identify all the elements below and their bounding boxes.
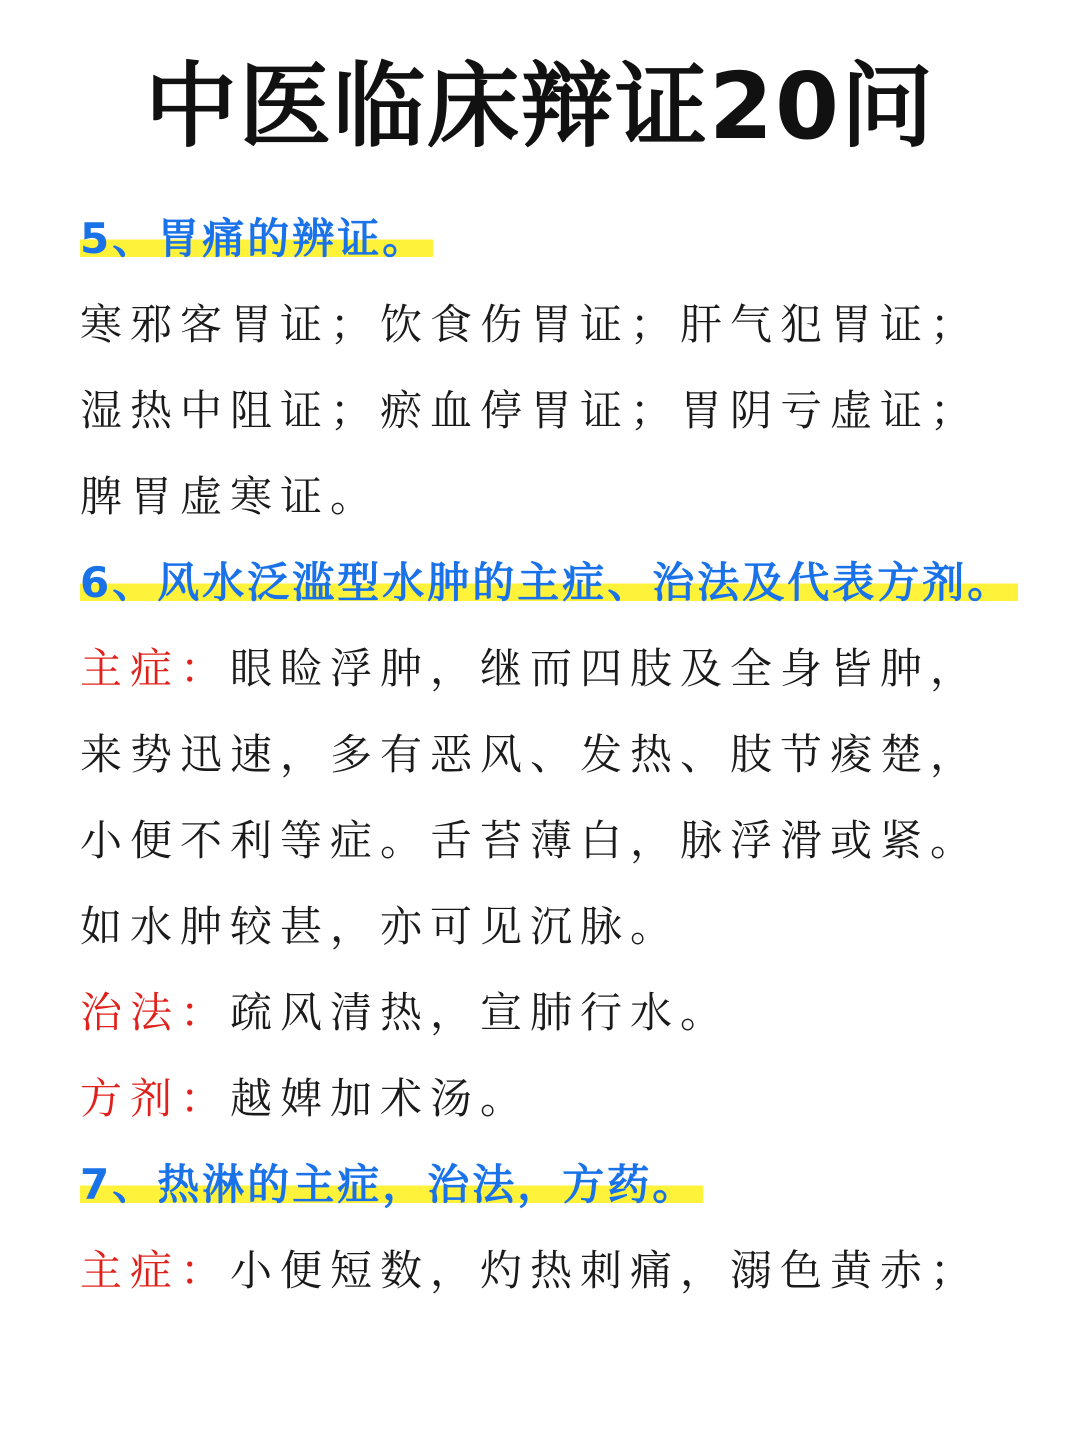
treatment-label: 治法： <box>80 988 231 1037</box>
question-6-prescription <box>80 1056 1020 1142</box>
question-7-heading-text: 7、热淋的主症，治法，方药。 <box>80 1160 703 1209</box>
article-body <box>80 196 1020 1314</box>
question-5-heading-text: 5、胃痛的辨证。 <box>80 214 433 263</box>
question-6-treatment <box>80 970 1020 1056</box>
prescription-label: 方剂： <box>80 1074 231 1123</box>
treatment-text: 疏风清热，宣肺行水。 <box>230 988 731 1037</box>
main-symptoms-text: 眼睑浮肿，继而四肢及全身皆肿，来势迅速，多有恶风、发热、肢节痠楚，小便不利等症。舌苔薄白，脉浮滑或紧。如水肿较甚，亦可见沉脉。 <box>80 644 981 951</box>
question-6-heading <box>80 540 1020 626</box>
question-5-answer: 寒邪客胃证；饮食伤胃证；肝气犯胃证；湿热中阻证；瘀血停胃证；胃阴亏虚证；脾胃虚寒证。 <box>80 300 981 521</box>
question-6-main-symptoms <box>80 626 1020 970</box>
main-symptoms-label: 主症： <box>80 1246 231 1295</box>
main-symptoms-text: 小便短数，灼热刺痛，溺色黄赤； <box>230 1246 981 1295</box>
page-title: 中医临床辩证20问 <box>144 53 936 160</box>
prescription-text: 越婢加术汤。 <box>230 1074 531 1123</box>
question-6-heading-text: 6、风水泛滥型水肿的主症、治法及代表方剂。 <box>80 558 1018 607</box>
question-7-main-symptoms <box>80 1228 1020 1314</box>
question-5-heading <box>80 196 1020 282</box>
question-7-heading <box>80 1142 1020 1228</box>
main-symptoms-label: 主症： <box>80 644 231 693</box>
